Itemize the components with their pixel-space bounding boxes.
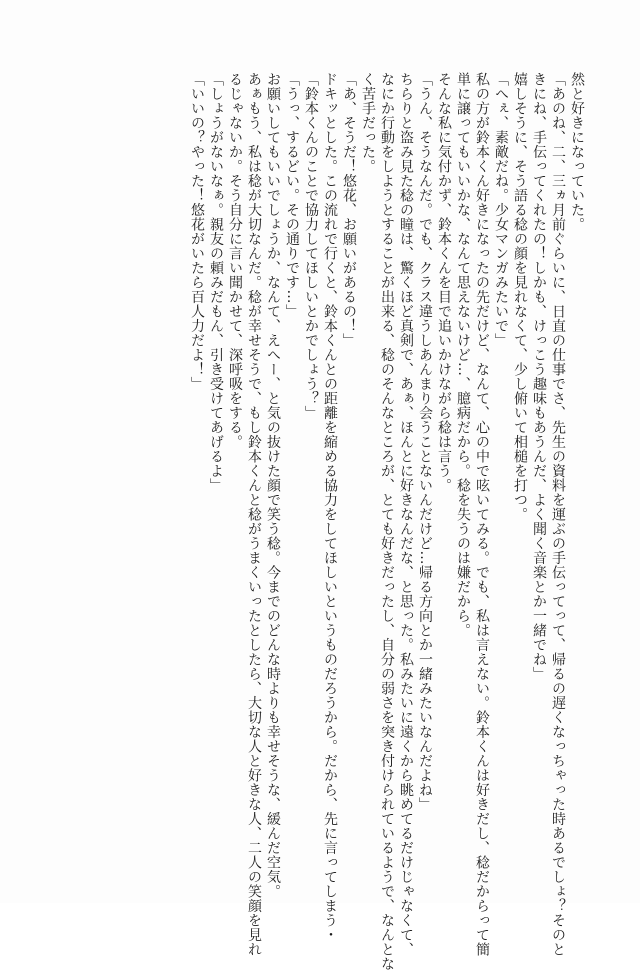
text-line: く苦手だった。: [360, 72, 376, 174]
text-line: 「いいの？やった！悠花がいたら百人力だよ！」: [189, 72, 205, 391]
vertical-text-body: [46, 72, 586, 971]
text-line: るじゃないか。そう自分に言い聞かせて、深呼吸をする。: [227, 72, 243, 449]
text-line: お願いしてもいいでしょうか、なんて、えへー、と気の抜けた顔で笑う稔。今までのどんな時よりも幸せそうな、緩んだ空気。: [265, 72, 281, 899]
text-line: 「鈴本くんのことで協力してほしいとかでしょう？」: [303, 72, 319, 420]
text-line: なにか行動をしようとすることが出来る、稔のそんなところが、とても好きだったし、自分の弱さを突き付けられているようで、なんとな: [379, 72, 395, 971]
text-line: 「へぇ、素敵だね。少女マンガみたいで」: [493, 72, 509, 348]
text-line: ドキッとした。この流れで行くと、鈴本くんとの距離を縮める協力をしてほしいというものだろうから。だから、先に言ってしまう・: [322, 72, 338, 942]
text-line: ちらりと盗み見た稔の瞳は、驚くほど真剣で、あぁ、ほんとに好きなんだな、と思った。私みたいに遠くから眺めてるだけじゃなくて、: [398, 72, 414, 957]
text-line: きにね、手伝ってくれたの！しかも、けっこう趣味もあうんだ、よく聞く音楽とか一緒でね」: [531, 72, 547, 681]
text-line: 「あ、そうだ！悠花、お願いがあるの！」: [341, 72, 357, 348]
text-line: そんな私に気付かず、鈴本くんを目で追いかけながら稔は言う。: [436, 72, 452, 493]
text-line: 「しょうがないなぁ。親友の頼みだもん、引き受けてあげるよ」: [208, 72, 224, 493]
text-line: 私の方が鈴本くん好きになったの先だけど、なんて、心の中で呟いてみる。でも、私は言えない。鈴本くんは好きだし、稔だからって簡: [474, 72, 490, 957]
text-line: あぁもう、私は稔が大切なんだ。稔が幸せそうで、もし鈴本くんと稔がうまくいったとしたら、大切な人と好きな人、二人の笑顔を見れ: [246, 72, 262, 957]
text-line: 単に譲ってもいいかな、なんて思えないけど…、臆病だから。稔を失うのは嫌だから。: [455, 72, 471, 638]
text-line: 然と好きになっていた。: [569, 72, 585, 232]
text-line: 「うっ、するどい。その通りです…」: [284, 72, 300, 319]
text-line: 「あのね、二、三ヵ月前ぐらいに、日直の仕事でさ、先生の資料を運ぶの手伝ってって、帰るの遅くなっちゃった時あるでしょ？そのと: [550, 72, 566, 957]
text-line: 「うん、そうなんだ。でも、クラス違うしあんまり会うことないんだけど…帰る方向とか一緒みたいなんだよね」: [417, 72, 433, 812]
text-line: 嬉しそうに、そう語る稔の顔を見れなくて、少し俯いて相槌を打つ。: [512, 72, 528, 522]
